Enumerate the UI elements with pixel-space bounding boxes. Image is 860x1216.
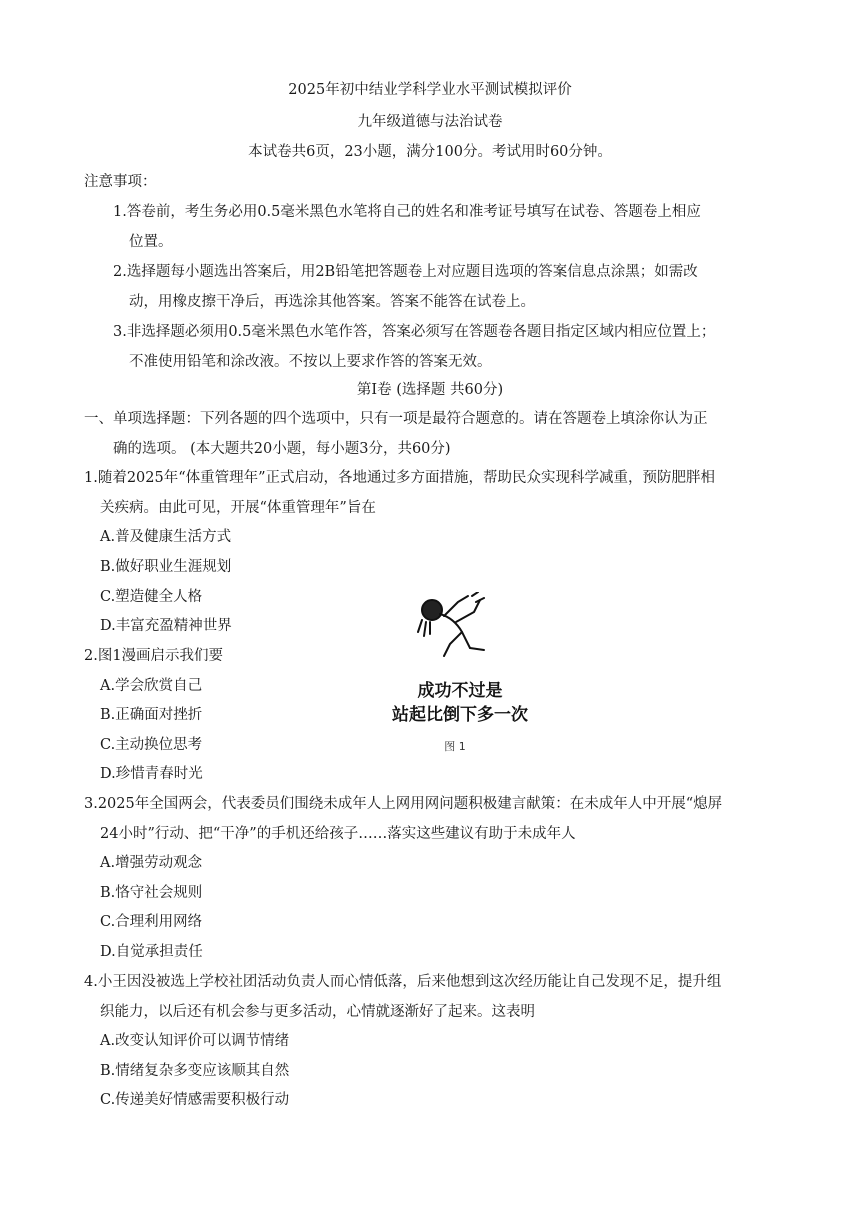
figure-1-illustration [410, 592, 500, 662]
exam-title: 2025年初中结业学科学业水平测试模拟评价 [288, 82, 572, 98]
notice-heading: 注意事项： [84, 174, 157, 190]
question-4-option-c: C.传递美好情感需要积极行动 [100, 1092, 290, 1108]
question-4-option-b: B.情绪复杂多变应该顺其自然 [100, 1063, 290, 1079]
question-3-stem-line-2: 24小时”行动、把“干净”的手机还给孩子……落实这些建议有助于未成年人 [100, 826, 576, 842]
exam-info: 本试卷共6页，23小题，满分100分。考试用时60分钟。 [248, 144, 612, 160]
figure-1-comic [380, 592, 560, 762]
question-1-option-a: A.普及健康生活方式 [100, 529, 232, 545]
notice-item-2-line-2: 动，用橡皮擦干净后，再选涂其他答案。答案不能答在试卷上。 [129, 294, 535, 310]
question-3-option-d: D.自觉承担责任 [100, 944, 203, 960]
question-3-option-b: B.恪守社会规则 [100, 885, 203, 901]
question-4-stem-line-2: 织能力，以后还有机会参与更多活动，心情就逐渐好了起来。这表明 [100, 1004, 535, 1020]
notice-item-3-line-1: 3.非选择题必须用0.5毫米黑色水笔作答，答案必须写在答题卷各题目指定区域内相应位置上； [113, 324, 716, 340]
question-2-option-a: A.学会欣赏自己 [100, 678, 203, 694]
question-2-option-b: B.正确面对挫折 [100, 707, 203, 723]
comic-text-line-2: 站起比倒下多一次 [392, 705, 528, 725]
question-3-stem-line-1: 3.2025年全国两会，代表委员们围绕未成年人上网用网问题积极建言献策：在未成年人中开展“熄屏 [84, 796, 723, 812]
section-instruction-line-2: 确的选项。 (本大题共20小题，每小题3分，共60分) [113, 441, 451, 457]
question-4-option-a: A.改变认知评价可以调节情绪 [100, 1033, 290, 1049]
question-1-option-b: B.做好职业生涯规划 [100, 559, 232, 575]
section-instruction-line-1: 一、单项选择题：下列各题的四个选项中，只有一项是最符合题意的。请在答题卷上填涂你认为正 [84, 411, 708, 427]
question-2-option-d: D.珍惜青春时光 [100, 766, 203, 782]
question-4-stem-line-1: 4.小王因没被选上学校社团活动负责人而心情低落，后来他想到这次经历能让自己发现不足，提升组 [84, 974, 722, 990]
question-1-option-c: C.塑造健全人格 [100, 589, 203, 605]
question-1-stem-line-2: 关疾病。由此可见，开展“体重管理年”旨在 [100, 500, 376, 516]
notice-item-1-line-1: 1.答卷前，考生务必用0.5毫米黑色水笔将自己的姓名和准考证号填写在试卷、答题卷上相应 [113, 204, 701, 220]
notice-item-1-line-2: 位置。 [129, 234, 173, 250]
exam-subtitle: 九年级道德与法治试卷 [357, 114, 503, 130]
question-1-option-d: D.丰富充盈精神世界 [100, 618, 232, 634]
notice-item-3-line-2: 不准使用铅笔和涂改液。不按以上要求作答的答案无效。 [129, 354, 492, 370]
question-1-stem-line-1: 1.随着2025年“体重管理年”正式启动，各地通过多方面措施，帮助民众实现科学减重，预防肥胖相 [84, 470, 716, 486]
question-2-stem-line-1: 2.图1漫画启示我们要 [84, 648, 224, 664]
figure-1-caption: 图 1 [444, 740, 466, 753]
notice-item-2-line-1: 2.选择题每小题选出答案后，用2B铅笔把答题卷上对应题目选项的答案信息点涂黑；如需改 [113, 264, 698, 280]
section-title: 第Ⅰ卷 (选择题 共60分) [356, 382, 504, 398]
question-3-option-a: A.增强劳动观念 [100, 855, 203, 871]
question-2-option-c: C.主动换位思考 [100, 737, 203, 753]
question-3-option-c: C.合理利用网络 [100, 914, 203, 930]
comic-text-line-1: 成功不过是 [417, 681, 503, 701]
